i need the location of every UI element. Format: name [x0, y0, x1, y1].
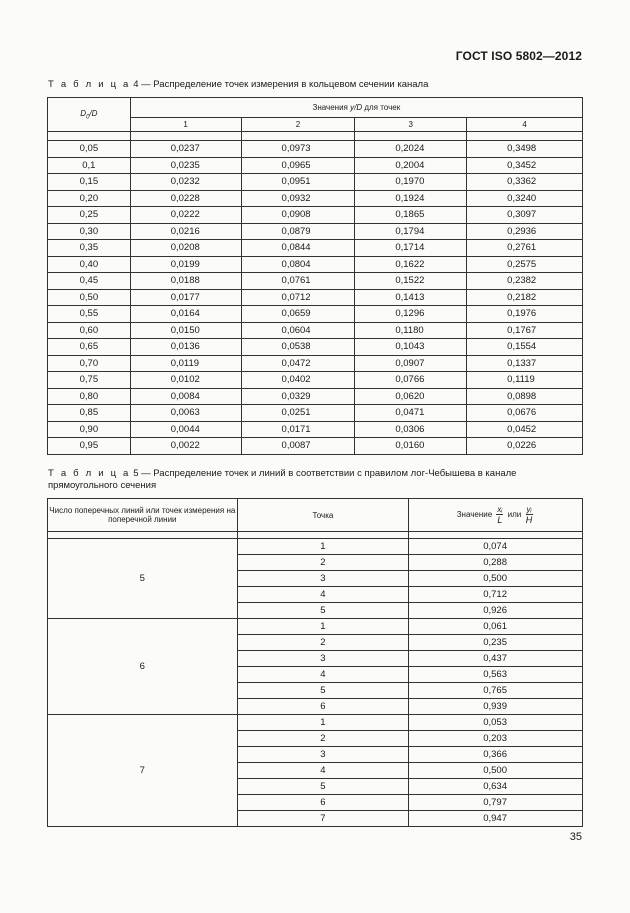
ratio-cell: 0,05	[48, 141, 131, 158]
value-cell: 0,0150	[130, 322, 241, 339]
table5-label: Т а б л и ц а	[48, 468, 131, 479]
fraction-y-over-h	[526, 505, 533, 525]
point-cell: 1	[237, 539, 409, 555]
table-row	[48, 619, 583, 635]
ratio-cell: 0,85	[48, 405, 131, 422]
value-cell: 0,3362	[467, 174, 583, 191]
value-cell: 0,2004	[355, 157, 467, 174]
value-cell: 0,0659	[241, 306, 355, 323]
table4-group-header	[130, 98, 582, 118]
value-cell: 0,0907	[355, 355, 467, 372]
value-cell: 0,500	[409, 571, 583, 587]
table-row	[48, 405, 583, 422]
value-cell: 0,3498	[467, 141, 583, 158]
point-cell: 6	[237, 795, 409, 811]
table-row	[48, 157, 583, 174]
value-cell: 0,0232	[130, 174, 241, 191]
point-cell: 2	[237, 635, 409, 651]
point-cell: 1	[237, 715, 409, 731]
value-cell: 0,0620	[355, 388, 467, 405]
point-cell: 3	[237, 571, 409, 587]
value-cell: 0,0951	[241, 174, 355, 191]
table4	[47, 97, 583, 455]
value-cell: 0,0804	[241, 256, 355, 273]
table-row	[48, 174, 583, 191]
value-cell: 0,500	[409, 763, 583, 779]
value-cell: 0,0676	[467, 405, 583, 422]
value-cell: 0,1337	[467, 355, 583, 372]
value-cell: 0,0228	[130, 190, 241, 207]
value-cell: 0,2936	[467, 223, 583, 240]
point-cell: 5	[237, 683, 409, 699]
table-row	[48, 289, 583, 306]
table4-col0-header	[48, 98, 131, 132]
value-cell: 0,2024	[355, 141, 467, 158]
frac-y-den: H	[525, 515, 533, 525]
value-cell: 0,235	[409, 635, 583, 651]
d0-subscript: 0	[86, 114, 90, 121]
table5-title: — Распределение точек и линий в соответствии с правилом лог-Чебышева в канале прямоугольного сечения	[48, 468, 517, 491]
table4-point-3: 3	[355, 118, 467, 132]
table-row	[48, 715, 583, 731]
value-cell: 0,1119	[467, 372, 583, 389]
ratio-cell: 0,25	[48, 207, 131, 224]
table-row	[48, 355, 583, 372]
value-cell: 0,0471	[355, 405, 467, 422]
value-cell: 0,797	[409, 795, 583, 811]
value-cell: 0,0965	[241, 157, 355, 174]
table-row	[48, 438, 583, 455]
value-cell: 0,1296	[355, 306, 467, 323]
point-cell: 7	[237, 811, 409, 827]
table-row	[48, 190, 583, 207]
point-cell: 3	[237, 747, 409, 763]
value-cell: 0,1865	[355, 207, 467, 224]
table4-title: — Распределение точек измерения в кольцевом сечении канала	[141, 79, 429, 90]
table4-body	[48, 141, 583, 455]
value-cell: 0,437	[409, 651, 583, 667]
value-cell: 0,366	[409, 747, 583, 763]
table-row	[48, 322, 583, 339]
ratio-cell: 0,35	[48, 240, 131, 257]
table5	[47, 498, 583, 827]
ratio-cell: 0,1	[48, 157, 131, 174]
value-cell: 0,0251	[241, 405, 355, 422]
value-cell: 0,0160	[355, 438, 467, 455]
value-cell: 0,0973	[241, 141, 355, 158]
point-cell: 5	[237, 603, 409, 619]
value-cell: 0,0136	[130, 339, 241, 356]
value-cell: 0,1522	[355, 273, 467, 290]
value-cell: 0,926	[409, 603, 583, 619]
point-cell: 6	[237, 699, 409, 715]
value-cell: 0,1180	[355, 322, 467, 339]
value-cell: 0,0766	[355, 372, 467, 389]
table4-number: 4	[133, 79, 139, 90]
ratio-cell: 0,30	[48, 223, 131, 240]
value-cell: 0,563	[409, 667, 583, 683]
value-cell: 0,0022	[130, 438, 241, 455]
d0-symbol: D	[80, 108, 87, 118]
value-cell: 0,0761	[241, 273, 355, 290]
value-cell: 0,0452	[467, 421, 583, 438]
table4-point-2: 2	[241, 118, 355, 132]
value-cell: 0,3452	[467, 157, 583, 174]
value-cell: 0,2575	[467, 256, 583, 273]
value-cell: 0,0908	[241, 207, 355, 224]
value-cell: 0,288	[409, 555, 583, 571]
table4-label: Т а б л и ц а	[48, 79, 131, 90]
table-row	[48, 539, 583, 555]
value-cell: 0,1924	[355, 190, 467, 207]
frac-x-den: L	[497, 515, 503, 525]
value-cell: 0,0712	[241, 289, 355, 306]
frac-y-num: yᵢ	[526, 505, 532, 514]
value-cell: 0,2182	[467, 289, 583, 306]
table-row	[48, 388, 583, 405]
standard-code: ГОСТ ISO 5802—2012	[455, 49, 582, 63]
value-cell: 0,0208	[130, 240, 241, 257]
ratio-cell: 0,45	[48, 273, 131, 290]
value-cell: 0,0188	[130, 273, 241, 290]
table4-caption	[48, 79, 588, 91]
table-row	[48, 306, 583, 323]
value-cell: 0,947	[409, 811, 583, 827]
value-cell: 0,1714	[355, 240, 467, 257]
value-cell: 0,0306	[355, 421, 467, 438]
table5-number: 5	[133, 468, 139, 479]
value-cell: 0,203	[409, 731, 583, 747]
value-cell: 0,0216	[130, 223, 241, 240]
value-cell: 0,1794	[355, 223, 467, 240]
value-cell: 0,053	[409, 715, 583, 731]
ratio-cell: 0,60	[48, 322, 131, 339]
ratio-cell: 0,50	[48, 289, 131, 306]
value-cell: 0,0063	[130, 405, 241, 422]
value-cell: 0,939	[409, 699, 583, 715]
value-cell: 0,0171	[241, 421, 355, 438]
value-cell: 0,0329	[241, 388, 355, 405]
value-cell: 0,0222	[130, 207, 241, 224]
table-row	[48, 273, 583, 290]
value-cell: 0,3097	[467, 207, 583, 224]
value-cell: 0,0164	[130, 306, 241, 323]
value-cell: 0,1976	[467, 306, 583, 323]
value-cell: 0,0932	[241, 190, 355, 207]
value-cell: 0,0087	[241, 438, 355, 455]
fraction-x-over-l	[496, 505, 503, 525]
value-cell: 0,0604	[241, 322, 355, 339]
value-cell: 0,1413	[355, 289, 467, 306]
point-cell: 2	[237, 555, 409, 571]
table5-body	[48, 539, 583, 827]
table4-point-4: 4	[467, 118, 583, 132]
ratio-cell: 0,70	[48, 355, 131, 372]
value-cell: 0,0472	[241, 355, 355, 372]
value-cell: 0,3240	[467, 190, 583, 207]
line-count-cell: 6	[48, 619, 238, 715]
ratio-cell: 0,75	[48, 372, 131, 389]
ratio-cell: 0,90	[48, 421, 131, 438]
d0-suffix: /D	[89, 108, 98, 118]
line-count-cell: 7	[48, 715, 238, 827]
value-cell: 0,0226	[467, 438, 583, 455]
table-row	[48, 207, 583, 224]
value-cell: 0,765	[409, 683, 583, 699]
table5-caption	[48, 468, 588, 492]
value-cell: 0,0235	[130, 157, 241, 174]
value-cell: 0,1554	[467, 339, 583, 356]
table-row	[48, 223, 583, 240]
value-cell: 0,0538	[241, 339, 355, 356]
group-header-pre: Значения	[312, 103, 351, 112]
ratio-cell: 0,40	[48, 256, 131, 273]
value-cell: 0,0844	[241, 240, 355, 257]
value-label: Значение	[456, 510, 493, 520]
table5-col2-header	[409, 499, 583, 532]
table-row	[48, 256, 583, 273]
value-cell: 0,1043	[355, 339, 467, 356]
point-cell: 2	[237, 731, 409, 747]
ratio-cell: 0,15	[48, 174, 131, 191]
value-cell: 0,0119	[130, 355, 241, 372]
point-cell: 5	[237, 779, 409, 795]
value-cell: 0,0898	[467, 388, 583, 405]
point-cell: 4	[237, 763, 409, 779]
value-cell: 0,0102	[130, 372, 241, 389]
value-cell: 0,061	[409, 619, 583, 635]
table4-point-1: 1	[130, 118, 241, 132]
value-cell: 0,0084	[130, 388, 241, 405]
value-cell: 0,0044	[130, 421, 241, 438]
value-cell: 0,0199	[130, 256, 241, 273]
value-cell: 0,1622	[355, 256, 467, 273]
value-cell: 0,712	[409, 587, 583, 603]
value-cell: 0,634	[409, 779, 583, 795]
point-cell: 3	[237, 651, 409, 667]
point-cell: 1	[237, 619, 409, 635]
ratio-cell: 0,20	[48, 190, 131, 207]
frac-x-num: xᵢ	[497, 505, 503, 514]
or-label: или	[507, 510, 522, 520]
group-header-var: y/D	[350, 103, 363, 112]
ratio-cell: 0,55	[48, 306, 131, 323]
table-row	[48, 339, 583, 356]
table-row	[48, 141, 583, 158]
table5-col0-header: Число поперечных линий или точек измерения на поперечной линии	[48, 499, 238, 532]
ratio-cell: 0,65	[48, 339, 131, 356]
value-cell: 0,0402	[241, 372, 355, 389]
table5-col1-header: Точка	[237, 499, 409, 532]
line-count-cell: 5	[48, 539, 238, 619]
value-cell: 0,1767	[467, 322, 583, 339]
point-cell: 4	[237, 667, 409, 683]
group-header-post: для точек	[362, 103, 401, 112]
table-row	[48, 421, 583, 438]
value-cell: 0,0237	[130, 141, 241, 158]
page-number: 35	[569, 831, 582, 843]
table-row	[48, 240, 583, 257]
ratio-cell: 0,95	[48, 438, 131, 455]
ratio-cell: 0,80	[48, 388, 131, 405]
value-cell: 0,0879	[241, 223, 355, 240]
value-cell: 0,2382	[467, 273, 583, 290]
point-cell: 4	[237, 587, 409, 603]
value-cell: 0,1970	[355, 174, 467, 191]
value-cell: 0,2761	[467, 240, 583, 257]
value-cell: 0,0177	[130, 289, 241, 306]
value-cell: 0,074	[409, 539, 583, 555]
table-row	[48, 372, 583, 389]
